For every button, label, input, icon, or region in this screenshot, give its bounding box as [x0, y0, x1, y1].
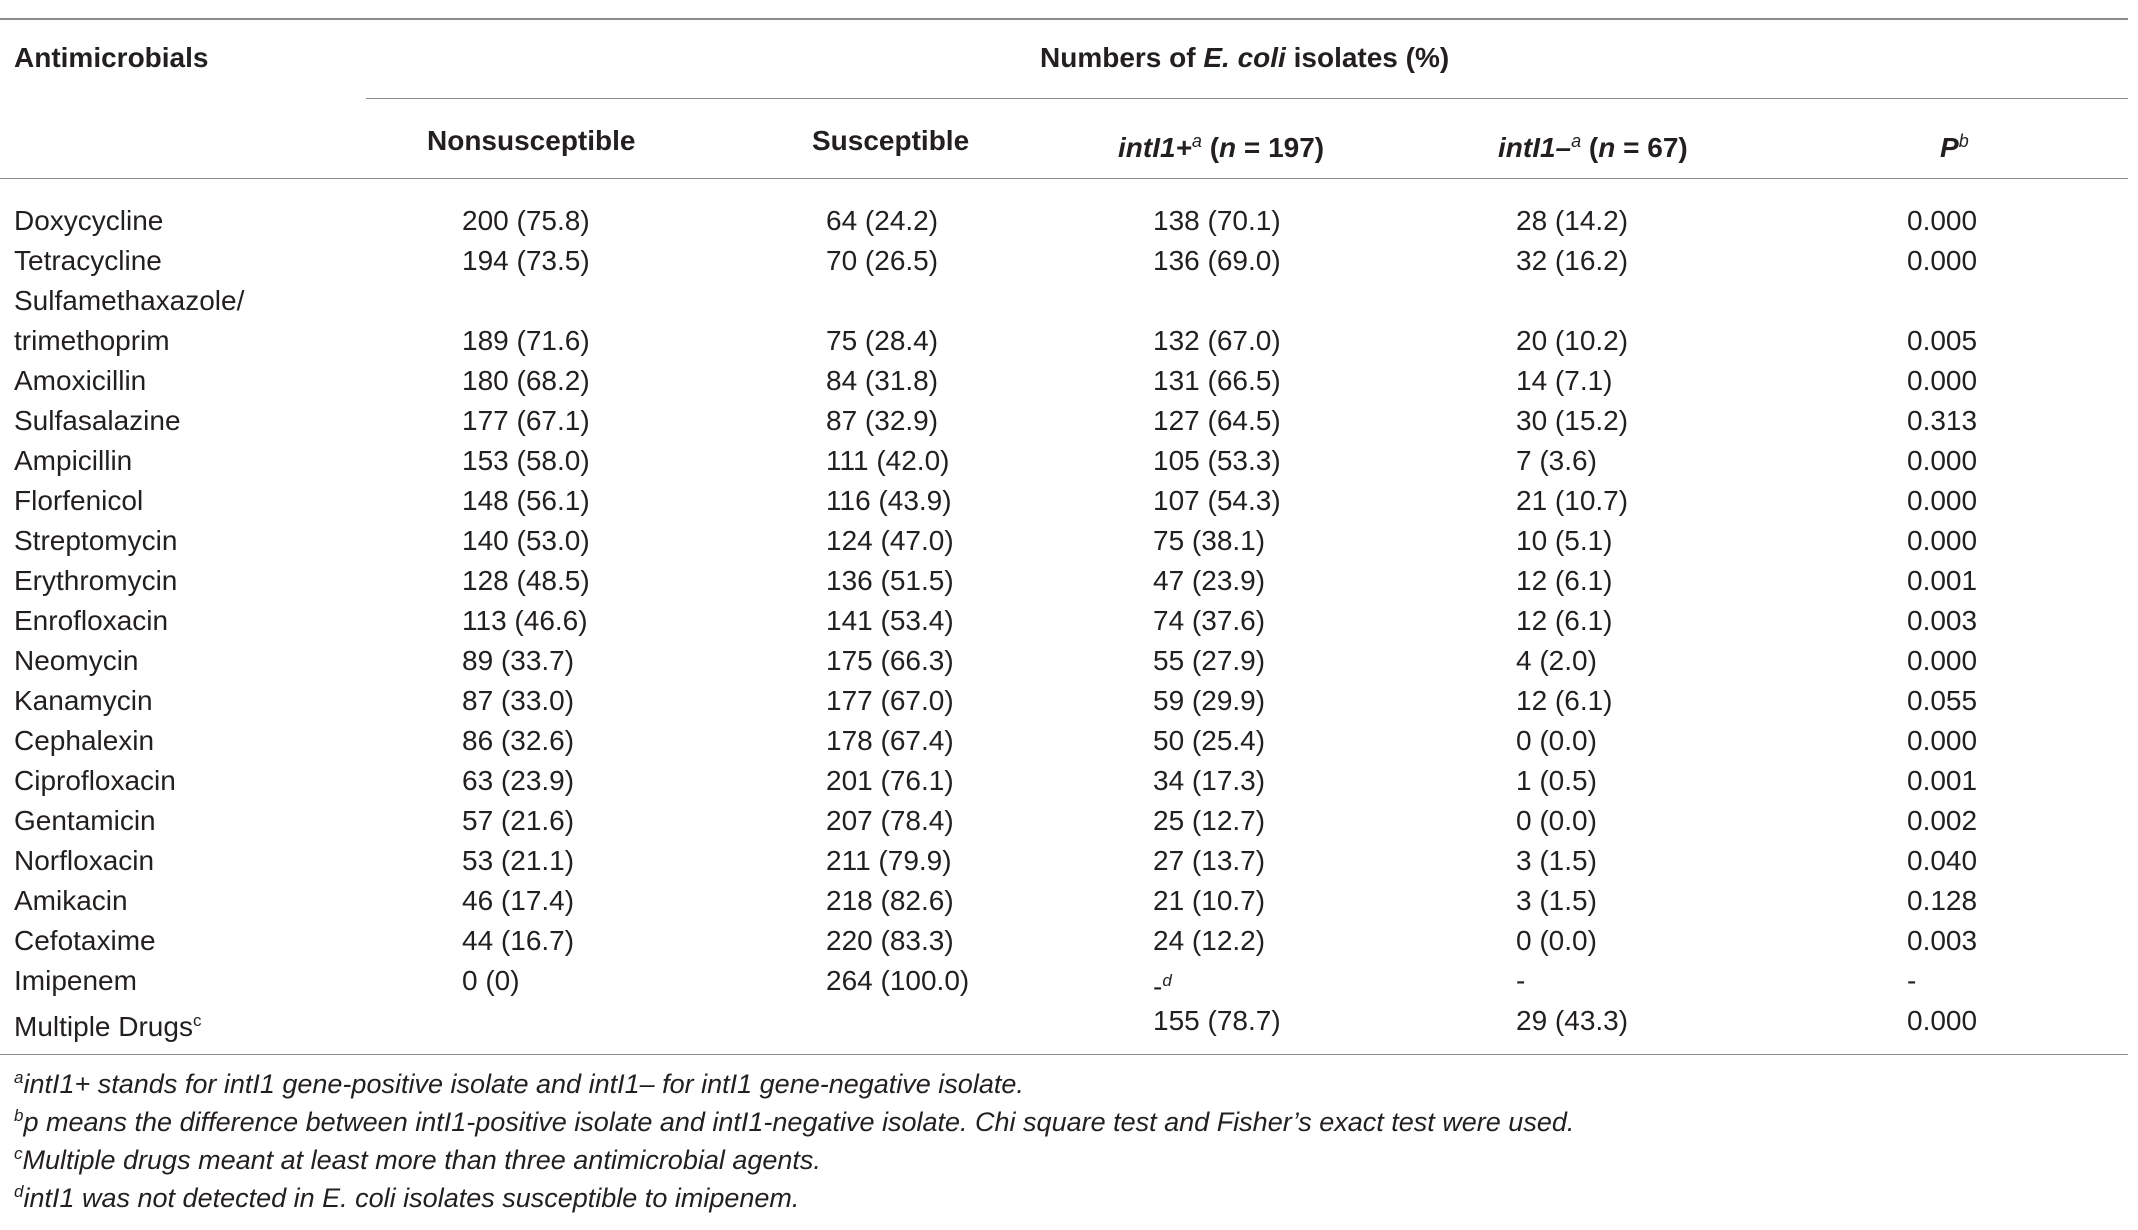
cell-intl1-positive: 27 (13.7) — [1153, 845, 1266, 876]
footnote-mark: c — [192, 1011, 202, 1030]
cell-nonsusceptible: 148 (56.1) — [462, 485, 590, 516]
cell-susceptible: 70 (26.5) — [826, 245, 939, 276]
footnote-mark: a — [14, 1068, 24, 1087]
p-label: P — [1940, 132, 1959, 163]
cell-nonsusceptible: 86 (32.6) — [462, 725, 575, 756]
cell-antimicrobial: Kanamycin — [14, 685, 153, 716]
cell-p-value: 0.000 — [1907, 365, 1978, 396]
header-nonsusceptible: Nonsusceptible — [427, 125, 636, 156]
header-group-title — [1040, 38, 1449, 78]
cell-nonsusceptible: 53 (21.1) — [462, 845, 575, 876]
cell-nonsusceptible: 194 (73.5) — [462, 245, 590, 276]
cell-intl1-positive: 132 (67.0) — [1153, 325, 1281, 356]
cell-nonsusceptible: 63 (23.9) — [462, 765, 575, 796]
intl1-pos-n: n — [1219, 132, 1237, 163]
cell-antimicrobial: Ciprofloxacin — [14, 765, 176, 796]
cell-intl1-positive: 50 (25.4) — [1153, 725, 1266, 756]
cell-p-value: 0.055 — [1907, 685, 1978, 716]
cell-p-value: 0.000 — [1907, 645, 1978, 676]
footnote — [14, 1144, 821, 1176]
intl1-neg-sup: a — [1571, 131, 1582, 151]
cell-susceptible: 220 (83.3) — [826, 925, 954, 956]
cell-intl1-negative: 0 (0.0) — [1516, 925, 1597, 956]
footnote — [14, 1182, 799, 1214]
cell-antimicrobial: Imipenem — [14, 965, 137, 996]
cell-intl1-negative: 12 (6.1) — [1516, 685, 1613, 716]
cell-p-value: 0.000 — [1907, 245, 1978, 276]
cell-antimicrobial: Erythromycin — [14, 565, 178, 596]
cell-antimicrobial-continued: trimethoprim — [14, 325, 170, 356]
cell-antimicrobial: Ampicillin — [14, 445, 133, 476]
cell-nonsusceptible: 0 (0) — [462, 965, 520, 996]
cell-susceptible: 178 (67.4) — [826, 725, 954, 756]
cell-nonsusceptible: 87 (33.0) — [462, 685, 575, 716]
cell-intl1-positive: 136 (69.0) — [1153, 245, 1281, 276]
cell-antimicrobial: Amoxicillin — [14, 365, 147, 396]
cell-antimicrobial: Tetracycline — [14, 245, 162, 276]
cell-antimicrobial: Streptomycin — [14, 525, 178, 556]
cell-intl1-positive: 138 (70.1) — [1153, 205, 1281, 236]
cell-intl1-positive: 74 (37.6) — [1153, 605, 1266, 636]
cell-intl1-positive: 75 (38.1) — [1153, 525, 1266, 556]
cell-nonsusceptible: 180 (68.2) — [462, 365, 590, 396]
cell-intl1-negative: 0 (0.0) — [1516, 725, 1597, 756]
cell-susceptible: 218 (82.6) — [826, 885, 954, 916]
cell-nonsusceptible: 89 (33.7) — [462, 645, 575, 676]
footnote-text: intI1 was not detected in E. coli isolates susceptible to imipenem. — [23, 1183, 800, 1213]
cell-susceptible: 87 (32.9) — [826, 405, 939, 436]
cell-intl1-positive: 25 (12.7) — [1153, 805, 1266, 836]
cell-intl1-negative: - — [1516, 965, 1526, 996]
cell-susceptible: 124 (47.0) — [826, 525, 954, 556]
footnote-mark: d — [1162, 971, 1172, 990]
cell-antimicrobial: Multiple Drugs$^c$ — [14, 1011, 202, 1042]
header-p-value — [1940, 121, 1969, 168]
cell-antimicrobial: Gentamicin — [14, 805, 156, 836]
cell-p-value: 0.000 — [1907, 725, 1978, 756]
cell-p-value: - — [1907, 965, 1917, 996]
cell-susceptible: 111 (42.0) — [826, 445, 950, 476]
cell-nonsusceptible: 200 (75.8) — [462, 205, 590, 236]
intl1-neg-paren: ( — [1581, 132, 1599, 163]
header-group-prefix: Numbers of — [1040, 42, 1204, 73]
cell-p-value: 0.000 — [1907, 525, 1978, 556]
intl1-pos-sup: a — [1191, 131, 1202, 151]
cell-antimicrobial: Cefotaxime — [14, 925, 156, 956]
cell-p-value: 0.001 — [1907, 765, 1978, 796]
header-group-suffix: isolates (%) — [1285, 42, 1450, 73]
cell-antimicrobial: Doxycycline — [14, 205, 164, 236]
header-susceptible: Susceptible — [812, 125, 970, 156]
cell-intl1-negative: 12 (6.1) — [1516, 605, 1613, 636]
cell-p-value: 0.000 — [1907, 205, 1978, 236]
cell-antimicrobial: Neomycin — [14, 645, 139, 676]
cell-intl1-negative: 3 (1.5) — [1516, 845, 1597, 876]
cell-susceptible: 75 (28.4) — [826, 325, 939, 356]
cell-intl1-negative: 12 (6.1) — [1516, 565, 1613, 596]
intl1-neg-count: = 67) — [1615, 132, 1688, 163]
cell-susceptible: 207 (78.4) — [826, 805, 954, 836]
top-rule — [0, 18, 2128, 20]
cell-nonsusceptible: 128 (48.5) — [462, 565, 590, 596]
header-intl1-positive — [1118, 121, 1324, 168]
cell-intl1-positive: 47 (23.9) — [1153, 565, 1266, 596]
cell-susceptible: 64 (24.2) — [826, 205, 939, 236]
cell-antimicrobial: Cephalexin — [14, 725, 155, 756]
cell-intl1-negative: 1 (0.5) — [1516, 765, 1597, 796]
cell-intl1-positive: 107 (54.3) — [1153, 485, 1281, 516]
cell-susceptible: 211 (79.9) — [826, 845, 952, 876]
cell-p-value: 0.002 — [1907, 805, 1978, 836]
cell-intl1-negative: 29 (43.3) — [1516, 1005, 1629, 1036]
cell-intl1-negative: 21 (10.7) — [1516, 485, 1629, 516]
footnote-text: p means the difference between intI1-positive isolate and intI1-negative isolate. Chi square test and Fisher’s exact test were used. — [23, 1107, 1575, 1137]
cell-p-value: 0.313 — [1907, 405, 1978, 436]
cell-antimicrobial: Sulfasalazine — [14, 405, 181, 436]
cell-p-value: 0.003 — [1907, 605, 1978, 636]
cell-antimicrobial: Enrofloxacin — [14, 605, 169, 636]
footnote-text: Multiple drugs meant at least more than three antimicrobial agents. — [22, 1145, 821, 1175]
cell-intl1-positive: 155 (78.7) — [1153, 1005, 1281, 1036]
cell-susceptible: 201 (76.1) — [826, 765, 954, 796]
cell-intl1-positive: 127 (64.5) — [1153, 405, 1281, 436]
cell-intl1-positive: -$^d$ — [1153, 971, 1172, 1002]
intl1-pos-gene: intI1+ — [1118, 132, 1192, 163]
cell-p-value: 0.001 — [1907, 565, 1978, 596]
cell-nonsusceptible: 44 (16.7) — [462, 925, 575, 956]
group-rule — [366, 98, 2128, 99]
footnote-mark: c — [14, 1144, 23, 1163]
cell-susceptible: 116 (43.9) — [826, 485, 952, 516]
footnote-mark: d — [14, 1182, 24, 1201]
cell-susceptible: 177 (67.0) — [826, 685, 954, 716]
cell-intl1-negative: 28 (14.2) — [1516, 205, 1629, 236]
cell-intl1-negative: 14 (7.1) — [1516, 365, 1613, 396]
intl1-pos-count: = 197) — [1236, 132, 1325, 163]
cell-nonsusceptible: 153 (58.0) — [462, 445, 590, 476]
cell-susceptible: 136 (51.5) — [826, 565, 954, 596]
intl1-neg-n: n — [1598, 132, 1616, 163]
cell-susceptible: 141 (53.4) — [826, 605, 954, 636]
cell-intl1-negative: 4 (2.0) — [1516, 645, 1597, 676]
cell-p-value: 0.000 — [1907, 1005, 1978, 1036]
cell-antimicrobial: Amikacin — [14, 885, 128, 916]
cell-antimicrobial: Florfenicol — [14, 485, 144, 516]
cell-intl1-negative: 20 (10.2) — [1516, 325, 1629, 356]
cell-nonsusceptible: 113 (46.6) — [462, 605, 588, 636]
cell-p-value: 0.128 — [1907, 885, 1978, 916]
cell-intl1-negative: 3 (1.5) — [1516, 885, 1597, 916]
footnote-mark: b — [14, 1106, 24, 1125]
cell-susceptible: 264 (100.0) — [826, 965, 970, 996]
cell-nonsusceptible: 140 (53.0) — [462, 525, 590, 556]
cell-intl1-positive: 34 (17.3) — [1153, 765, 1266, 796]
header-intl1-negative — [1498, 121, 1688, 168]
intl1-neg-gene: intI1– — [1498, 132, 1572, 163]
intl1-pos-paren: ( — [1201, 132, 1220, 163]
cell-intl1-negative: 7 (3.6) — [1516, 445, 1597, 476]
footnote — [14, 1068, 1024, 1100]
p-sup: b — [1958, 131, 1969, 151]
cell-intl1-positive: 55 (27.9) — [1153, 645, 1266, 676]
cell-intl1-negative: 0 (0.0) — [1516, 805, 1597, 836]
cell-intl1-negative: 32 (16.2) — [1516, 245, 1629, 276]
header-group-species: E. coli — [1203, 42, 1286, 73]
cell-p-value: 0.040 — [1907, 845, 1978, 876]
footnote — [14, 1106, 1574, 1138]
cell-intl1-positive: 21 (10.7) — [1153, 885, 1266, 916]
cell-nonsusceptible: 46 (17.4) — [462, 885, 575, 916]
cell-antimicrobial: Sulfamethaxazole/ — [14, 285, 245, 316]
bottom-rule — [0, 1054, 2128, 1055]
cell-p-value: 0.005 — [1907, 325, 1978, 356]
cell-susceptible: 84 (31.8) — [826, 365, 939, 396]
cell-intl1-positive: 131 (66.5) — [1153, 365, 1281, 396]
cell-intl1-positive: 24 (12.2) — [1153, 925, 1266, 956]
header-antimicrobials: Antimicrobials — [14, 42, 209, 73]
cell-intl1-positive: 59 (29.9) — [1153, 685, 1266, 716]
cell-p-value: 0.000 — [1907, 485, 1978, 516]
cell-nonsusceptible: 177 (67.1) — [462, 405, 590, 436]
cell-intl1-positive: 105 (53.3) — [1153, 445, 1281, 476]
cell-antimicrobial: Norfloxacin — [14, 845, 155, 876]
cell-intl1-negative: 10 (5.1) — [1516, 525, 1613, 556]
cell-susceptible: 175 (66.3) — [826, 645, 954, 676]
cell-p-value: 0.000 — [1907, 445, 1978, 476]
cell-nonsusceptible: 189 (71.6) — [462, 325, 590, 356]
footnote-text: intI1+ stands for intI1 gene-positive isolate and intI1– for intI1 gene-negative isolate. — [23, 1069, 1024, 1099]
cell-intl1-negative: 30 (15.2) — [1516, 405, 1629, 436]
cell-p-value: 0.003 — [1907, 925, 1978, 956]
header-bottom-rule — [0, 178, 2128, 179]
cell-nonsusceptible: 57 (21.6) — [462, 805, 575, 836]
